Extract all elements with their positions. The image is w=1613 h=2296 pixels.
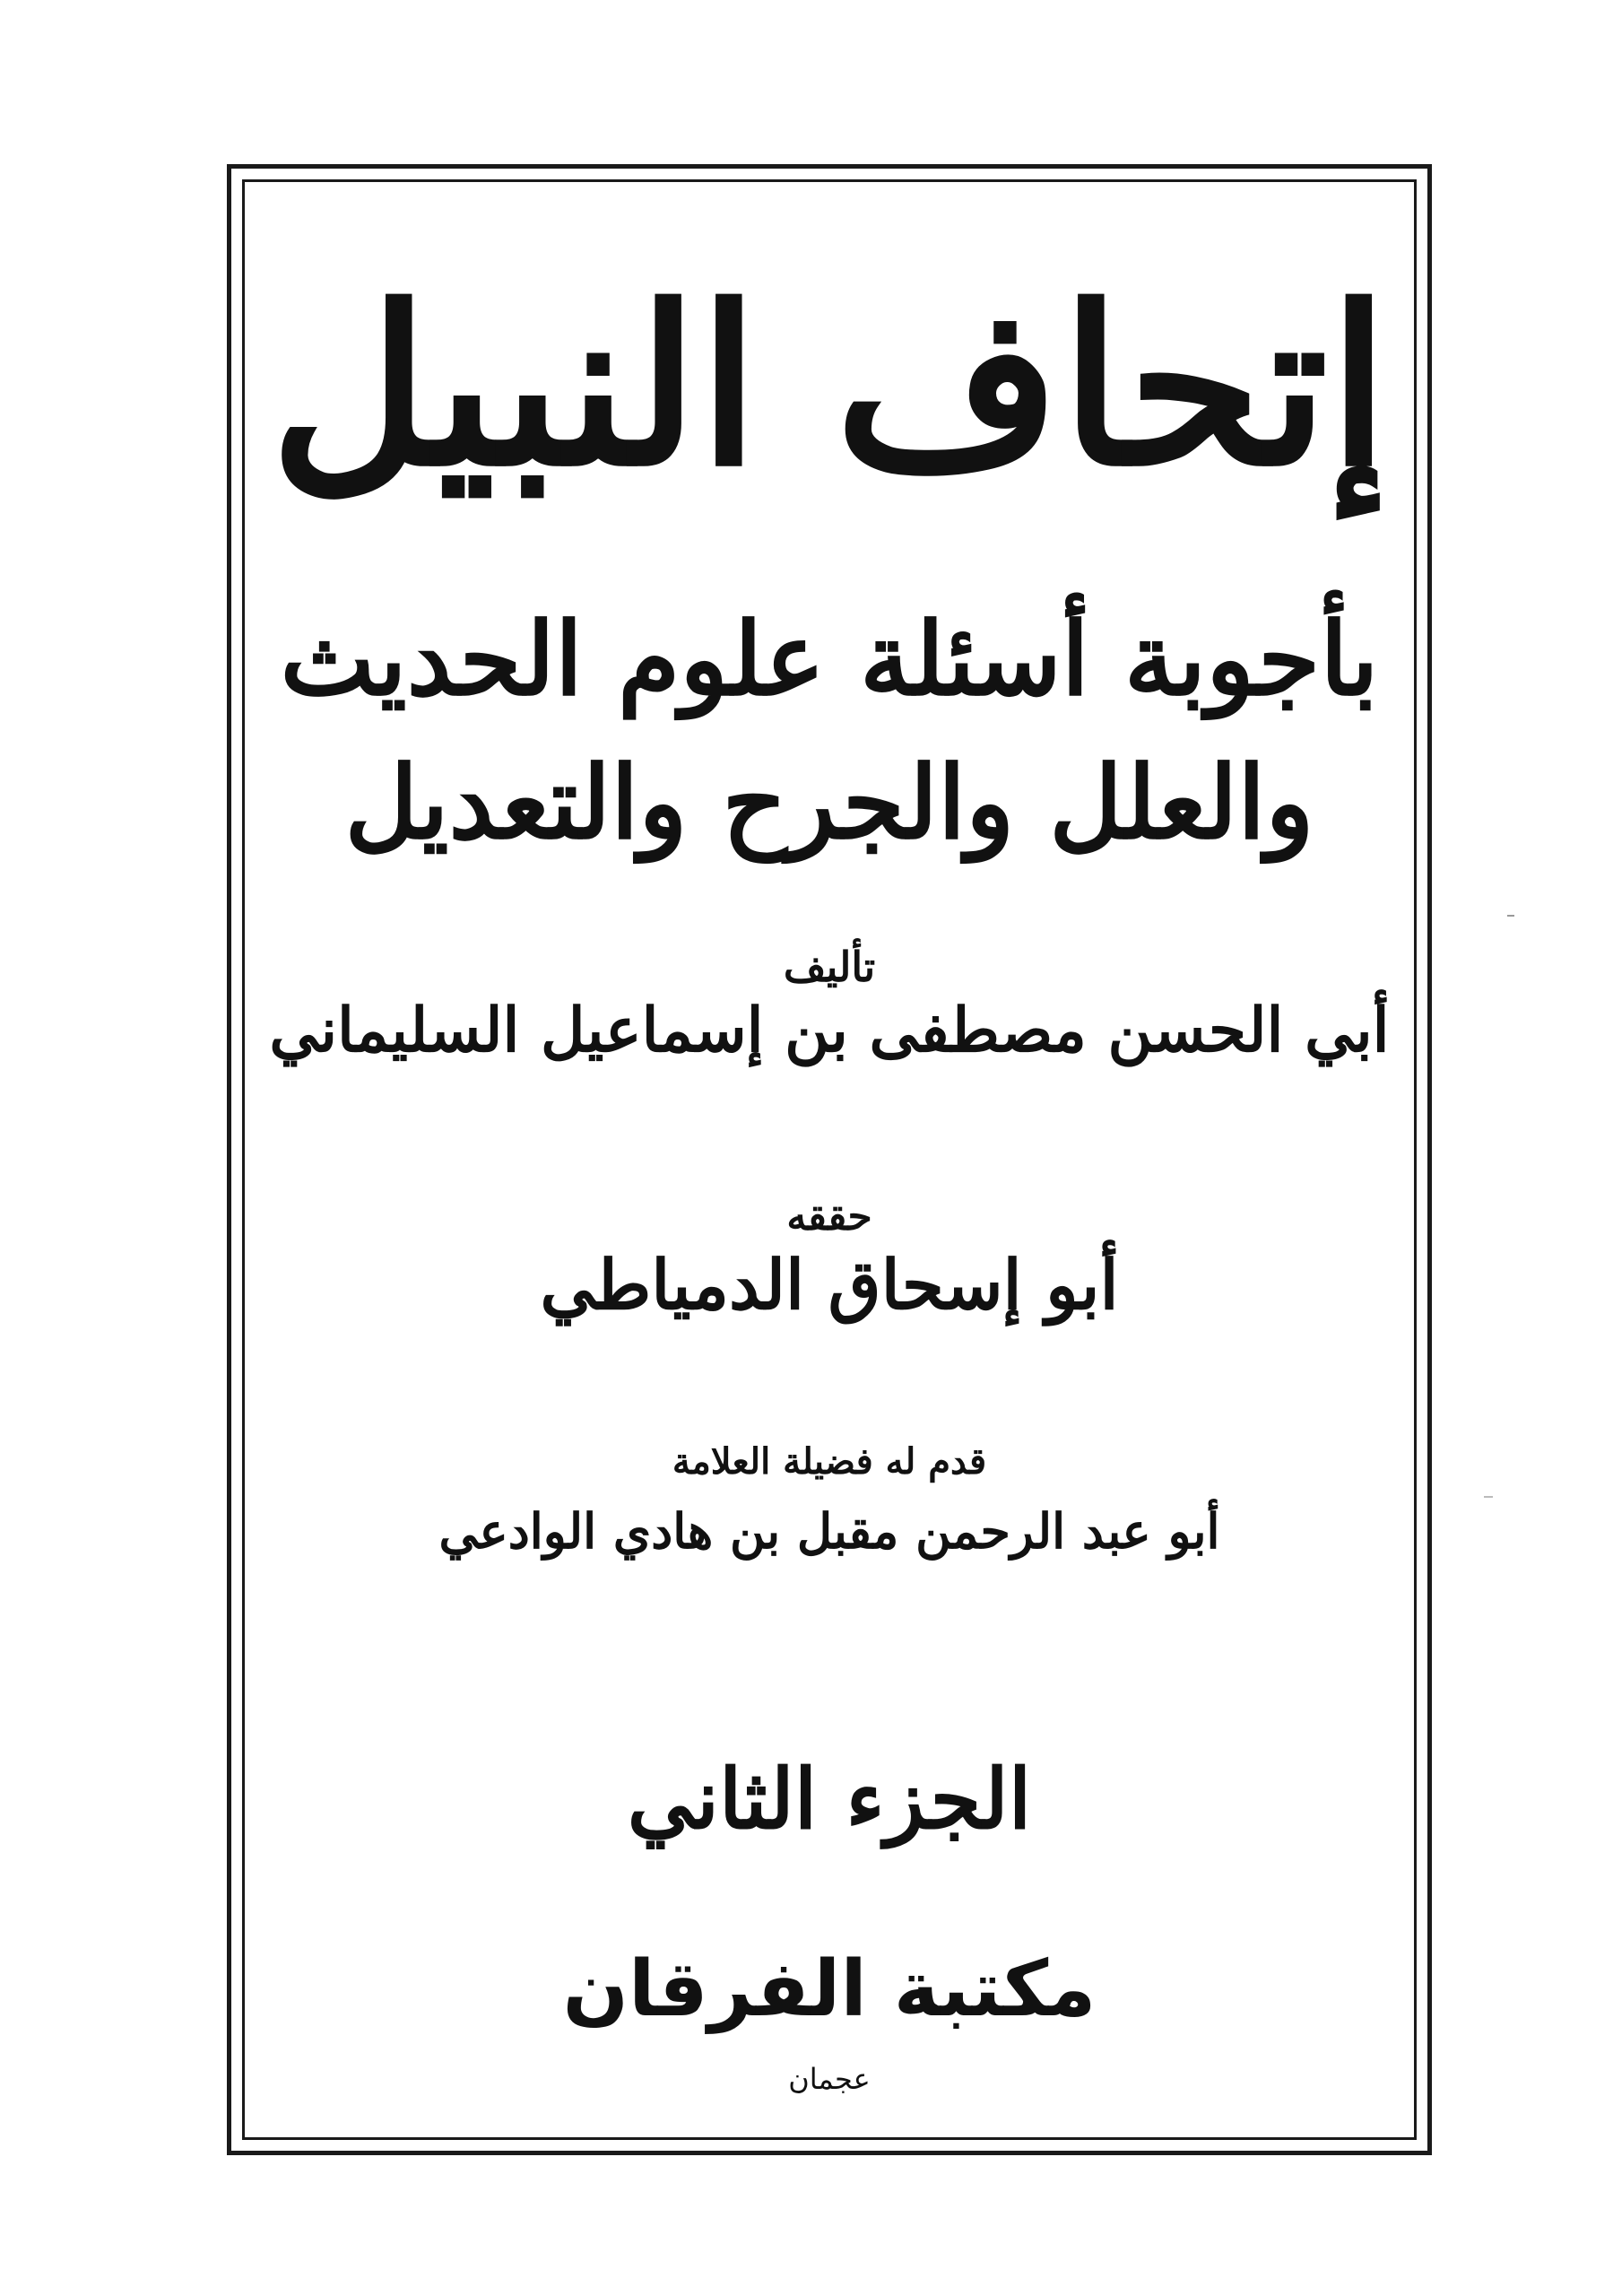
book-subtitle-line-1: بأجوبة أسئلة علوم الحديث [280,601,1379,718]
author-name: أبي الحسن مصطفى بن إسماعيل السليماني [269,995,1390,1066]
volume-label: الجزء الثاني [627,1751,1032,1848]
cover-content [242,179,1417,2140]
editor-name: أبو إسحاق الدمياطي [540,1245,1119,1325]
scan-mark [1507,915,1514,917]
author-label: تأليف [783,943,876,991]
scan-mark [1484,1496,1493,1498]
introduction-author-name: أبو عبد الرحمن مقبل بن هادي الوادعي [438,1502,1220,1560]
editor-label: حققه [786,1194,872,1239]
introduction-label: قدم له فضيلة العلامة [672,1440,987,1483]
book-title: إتحاف النبيل [269,259,1390,515]
publisher-city: عجمان [788,2062,871,2096]
book-subtitle-line-2: والعلل والجرح والتعديل [344,744,1314,862]
publisher-name: مكتبة الفرقان [562,1944,1097,2034]
